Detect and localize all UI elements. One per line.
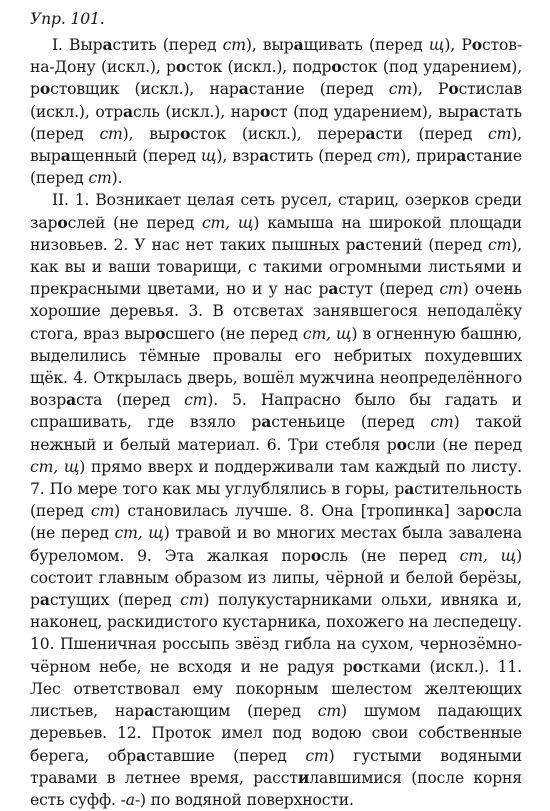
text-run: ), Р — [444, 36, 472, 54]
text-run: стислав (искл.), отр — [30, 80, 522, 121]
highlighted-vowel: а — [66, 390, 77, 410]
highlighted-vowel: а — [122, 101, 133, 121]
italic-note: ст — [317, 702, 341, 721]
text-run: стут (перед — [338, 280, 440, 299]
text-run: щивать (перед — [303, 36, 429, 54]
highlighted-vowel: о — [155, 323, 166, 343]
italic-note: ст — [488, 235, 512, 254]
text-run: ), выр — [245, 36, 294, 54]
text-run: ) прямо вверх и поддерживали там каждый по листу. 7. По мере того как мы углублялись в горы, р — [30, 457, 522, 499]
text-run: стить (перед — [269, 147, 378, 166]
text-run: ) состоит главным образом из липы, чёрной и белой берёзы, р — [30, 546, 522, 610]
italic-note: ст — [99, 124, 123, 143]
text-run: ) густыми водяными травами в летнее время, расст — [30, 746, 522, 787]
italic-note: ст — [180, 591, 204, 610]
highlighted-vowel: а — [261, 412, 272, 432]
text-run: сток (искл.), подр — [186, 58, 332, 77]
text-run: стить (перед — [112, 36, 223, 54]
text-run: ), прир — [400, 147, 457, 166]
highlighted-vowel: о — [448, 79, 459, 99]
text-run: стений (перед — [365, 235, 489, 254]
highlighted-vowel: о — [396, 434, 407, 454]
text-run: стительность (перед — [30, 480, 522, 521]
italic-note: ст — [305, 746, 329, 765]
italic-note: ст — [488, 124, 512, 143]
text-run: I. Выр — [52, 36, 103, 54]
text-run: сти (перед — [375, 124, 488, 143]
highlighted-vowel: о — [310, 545, 322, 565]
text-run: слей (не перед — [67, 213, 202, 232]
highlighted-vowel: а — [328, 279, 339, 299]
text-run: стать (перед — [30, 102, 523, 143]
text-run: стками (искл.). 11. Лес ответствовал ему покорным шелестом желтеющих листьев, нар — [30, 657, 522, 721]
italic-note: щ — [428, 36, 445, 54]
highlighted-vowel: а — [136, 745, 147, 765]
text-run: стающим (перед — [154, 702, 318, 721]
exercise-part-1 — [30, 34, 522, 189]
text-run: сла (не перед — [30, 502, 522, 543]
italic-note: ст, щ — [459, 546, 517, 565]
text-run: ) такой нежный и белый материал. 6. Три стебля р — [30, 413, 523, 454]
italic-note: ст — [88, 169, 112, 188]
highlighted-vowel: о — [471, 35, 482, 54]
highlighted-vowel: о — [175, 57, 187, 77]
highlighted-vowel: а — [365, 123, 376, 143]
exercise-title: Упр. 101. — [30, 10, 105, 28]
exercise-part-2 — [30, 189, 522, 811]
highlighted-vowel: а — [102, 35, 113, 54]
highlighted-vowel: а — [469, 101, 479, 121]
italic-note: ст — [439, 280, 463, 299]
italic-note: ст, щ — [114, 524, 164, 543]
text-run: ставшие (перед — [146, 746, 306, 765]
text-run: ) травой и во многих местах была завалена буреломом. 9. Эта жалкая пор — [30, 524, 522, 565]
text-run: ) шумом падающих деревьев. 12. Проток имел под водою свои собственные берега, обр — [30, 702, 522, 765]
text-run: лавшимися (после корня есть суфф. - — [30, 768, 522, 809]
italic-note: ст, щ — [302, 324, 352, 343]
text-run: ) становилась лучше. 8. Она [тропинка] зар — [114, 502, 485, 521]
highlighted-vowel: о — [352, 656, 363, 676]
text-run: стание (перед — [30, 147, 522, 188]
text-run: ), выр — [122, 124, 180, 143]
italic-note: ст — [388, 80, 412, 99]
text-run: стов-на-Дону (искл.), р — [30, 36, 522, 77]
highlighted-vowel: а — [39, 590, 50, 610]
text-run: ) камыша на широкой площади низовьев. 2. У нас нет таких пышных р — [30, 213, 522, 254]
text-run: ), Р — [411, 80, 449, 99]
italic-note: ст — [184, 391, 208, 410]
highlighted-vowel: о — [57, 212, 68, 232]
text-run: щенный (перед — [70, 147, 201, 166]
text-run: стеньице (перед — [271, 413, 431, 432]
italic-note: ст — [90, 502, 115, 521]
italic-note: ст — [222, 36, 246, 54]
exercise-page — [30, 8, 522, 811]
text-run: ). — [111, 169, 123, 188]
italic-note: ст — [377, 147, 401, 166]
text-run: стущих (перед — [49, 591, 181, 610]
text-run: ), как вы и ваши товарищи, с такими огромными листьями и прекрасными цветами, но и у нас р — [30, 235, 522, 299]
highlighted-vowel: о — [260, 101, 271, 121]
text-run: ста (перед — [76, 391, 185, 410]
text-run: ) очень хорошие деревья. 3. В отсветах занявшегося неподалёку стога, враз выр — [30, 280, 522, 343]
italic-note: ст — [430, 413, 454, 432]
highlighted-vowel: а — [60, 146, 71, 166]
text-run: ) полукустарниками ольхи, ивняка и, наконец, раскидистого кустарника, похожего на леспедецу. 10. Пшеничная россыпь звёзд гибла на сухом, чернозёмно-чёрном небе, не всходя и не радуя р — [30, 591, 522, 676]
text-run: сли (не перед — [406, 435, 522, 454]
highlighted-vowel: а — [456, 146, 467, 166]
italic-note: а — [125, 790, 135, 809]
text-run: сшего (не перед — [165, 324, 303, 343]
highlighted-vowel: о — [39, 79, 51, 99]
highlighted-vowel: о — [484, 501, 495, 521]
italic-note: ст, щ — [30, 457, 80, 476]
text-run: II. 1. Возникает целая сеть русел, стариц, озерков среди зар — [30, 191, 522, 232]
highlighted-vowel: а — [355, 234, 366, 254]
text-run: стовщик (искл.), нар — [50, 80, 239, 99]
text-run: стание (перед — [248, 80, 389, 99]
text-run: сль (не перед — [321, 546, 460, 565]
italic-note: ст, щ — [201, 213, 254, 232]
highlighted-vowel: а — [259, 146, 270, 166]
highlighted-vowel: о — [331, 57, 342, 77]
highlighted-vowel: а — [293, 35, 304, 54]
highlighted-vowel: а — [238, 79, 249, 99]
text-run: ст (под ударением), выр — [270, 102, 470, 121]
text-run: ). 5. Напрасно было бы гадать и спрашивать, где взяло р — [30, 391, 522, 432]
text-run: ), взр — [216, 147, 260, 166]
text-run: сток (под ударением), р — [30, 58, 522, 99]
highlighted-vowel: и — [297, 767, 310, 787]
text-run: ), выр — [30, 124, 522, 166]
highlighted-vowel: а — [404, 479, 415, 499]
highlighted-vowel: а — [144, 701, 155, 721]
highlighted-vowel: о — [179, 123, 191, 143]
text-run: сль (искл.), нар — [132, 102, 261, 121]
italic-note: щ — [200, 147, 217, 166]
text-run: ) в огненную башню, выделились тёмные провалы его небритых похудевших щёк. 4. Открылась дверь, вошёл мужчина неопределённого возр — [30, 324, 522, 410]
text-run: -) по водяной поверхности. — [134, 790, 354, 809]
text-run: сток (искл.), перер — [190, 124, 366, 143]
